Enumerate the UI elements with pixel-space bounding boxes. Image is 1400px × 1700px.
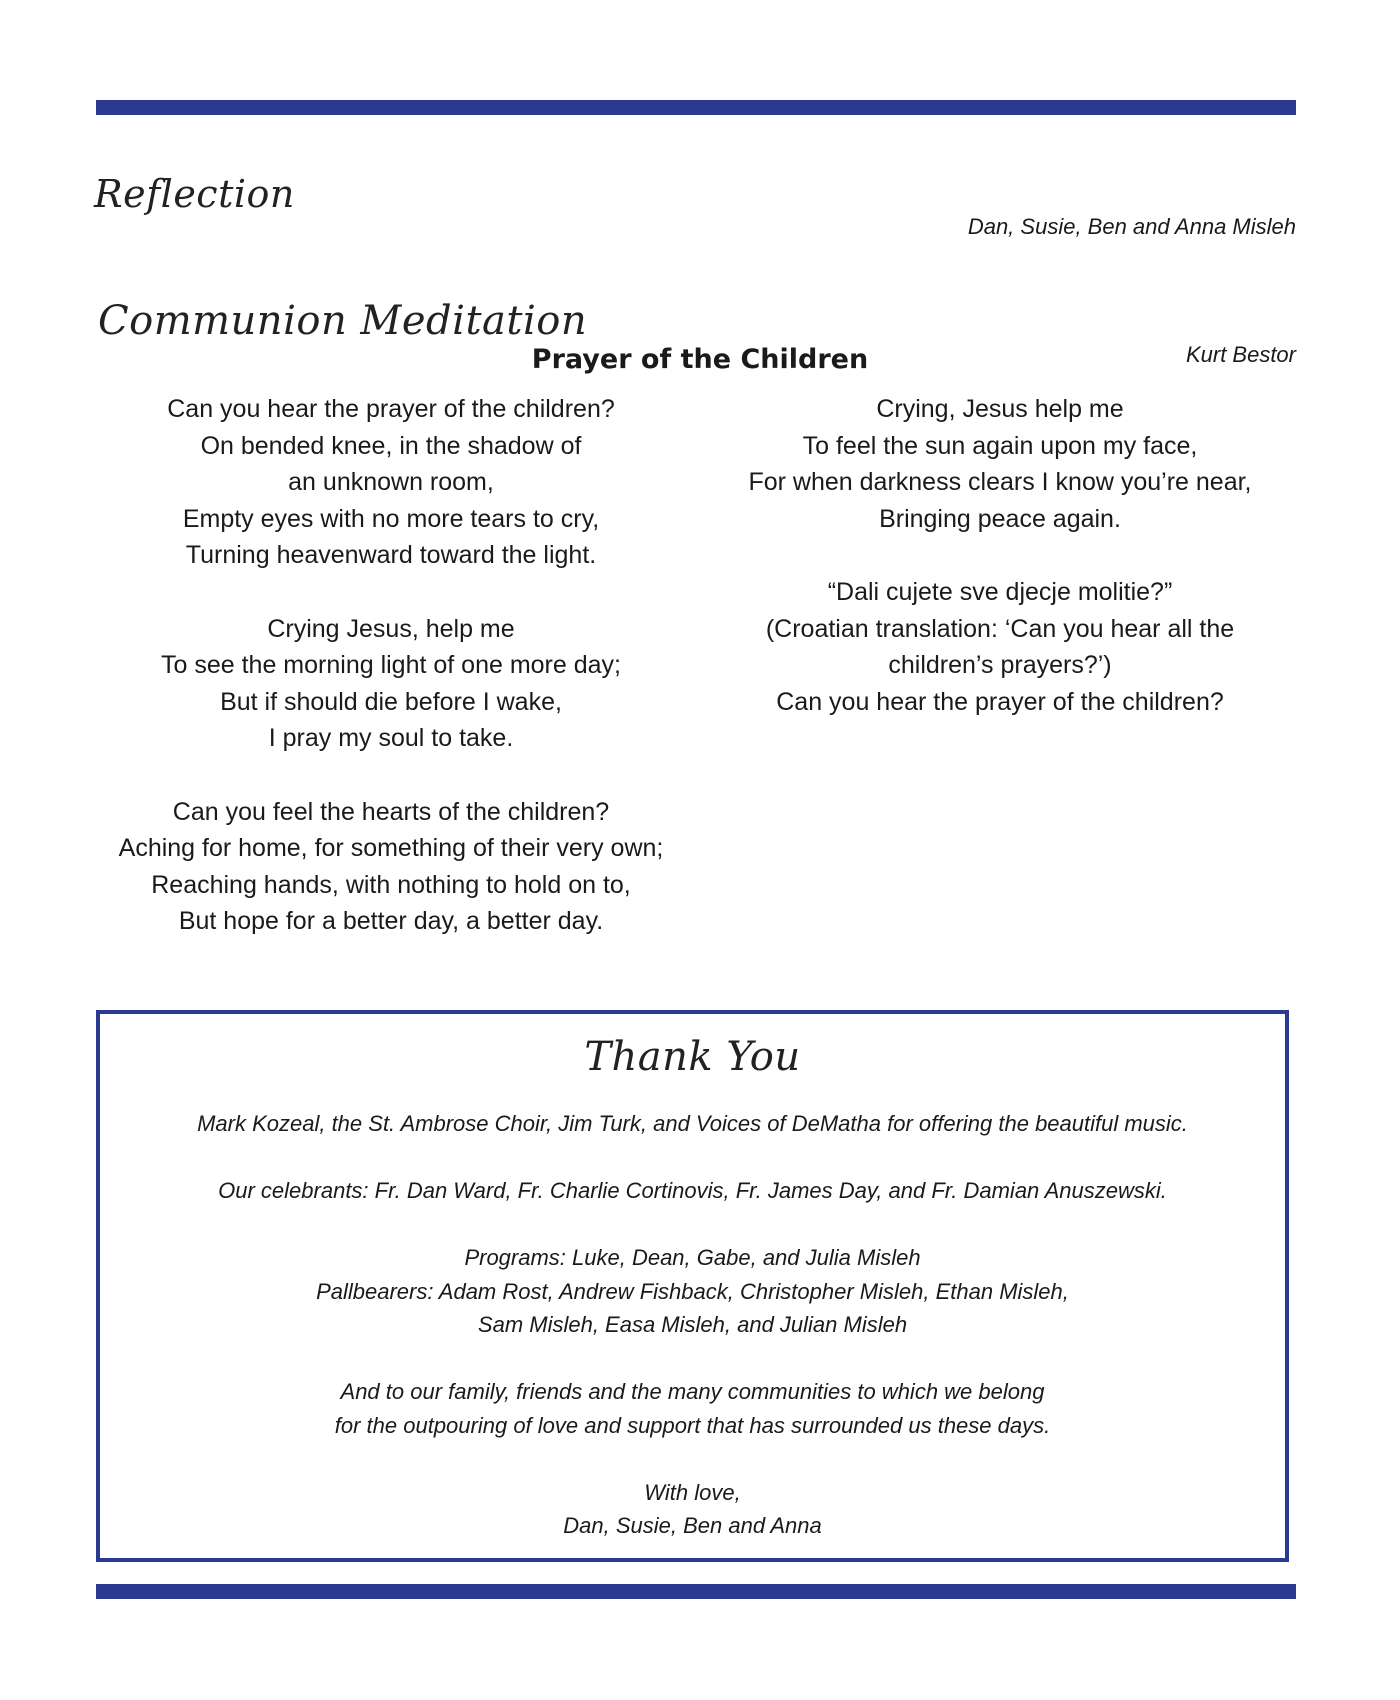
bottom-divider [96,1584,1296,1599]
lyric-stanza-line: Bringing peace again. [879,504,1121,533]
thank-you-paragraph [100,1375,1285,1442]
thank-you-paragraph-line: Sam Misleh, Easa Misleh, and Julian Misleh [477,1312,908,1337]
lyric-stanza-line: Aching for home, for something of their very own; [118,834,664,863]
lyrics-right-column [700,391,1300,757]
lyric-stanza [96,794,686,940]
lyric-stanza-line: Crying Jesus, help me [267,614,515,643]
lyric-stanza-line: To see the morning light of one more day; [161,651,621,680]
lyric-stanza-line: Crying, Jesus help me [876,395,1124,423]
lyric-stanza [700,574,1300,720]
thank-you-paragraph-line: Mark Kozeal, the St. Ambrose Choir, Jim Turk, and Voices of DeMatha for offering the beautiful music. [197,1111,1188,1136]
top-divider [96,100,1296,115]
lyric-stanza [96,391,686,574]
lyric-stanza-line: (Croatian translation: ‘Can you hear all the [765,614,1235,643]
thank-you-paragraph-line: And to our family, friends and the many communities to which we belong [340,1379,1045,1404]
thank-you-paragraph-line: With love, [644,1479,741,1505]
thank-you-paragraph-line: Our celebrants: Fr. Dan Ward, Fr. Charlie Cortinovis, Fr. James Day, and Fr. Damian Anuszewski. [218,1178,1167,1203]
thank-you-paragraph-line: for the outpouring of love and support that has surrounded us these days. [334,1412,1051,1438]
reflection-credit: Dan, Susie, Ben and Anna Misleh [967,214,1296,239]
communion-heading: Communion Meditation [98,298,588,344]
lyric-stanza-line: To feel the sun again upon my face, [802,431,1198,460]
thank-you-paragraph [100,1476,1285,1543]
thank-you-paragraph-line: Programs: Luke, Dean, Gabe, and Julia Misleh [464,1245,921,1270]
lyric-stanza-line: Can you hear the prayer of the children? [776,687,1224,716]
lyric-stanza-line: Empty eyes with no more tears to cry, [182,504,600,533]
thank-you-box [96,1010,1289,1562]
lyric-stanza-line: But hope for a better day, a better day. [178,907,604,936]
thank-you-paragraph [100,1241,1285,1342]
lyric-stanza [96,611,686,757]
thank-you-heading: Thank You [584,1034,801,1080]
thank-you-paragraph [100,1107,1285,1141]
lyric-stanza-line: For when darkness clears I know you’re near, [748,468,1252,497]
lyric-stanza-line: children’s prayers?’) [888,651,1112,680]
lyrics-left-column [96,391,686,977]
thank-you-paragraph-line: Dan, Susie, Ben and Anna [563,1513,822,1538]
thank-you-body [100,1107,1285,1576]
thank-you-paragraph-line: Pallbearers: Adam Rost, Andrew Fishback, Christopher Misleh, Ethan Misleh, [316,1278,1069,1304]
thank-you-paragraph [100,1174,1285,1208]
lyric-stanza-line: Turning heavenward toward the light. [185,541,597,570]
reflection-heading: Reflection [94,172,295,216]
lyric-stanza-line: On bended knee, in the shadow of [200,431,582,460]
song-author: Kurt Bestor [1185,342,1296,367]
song-title: Prayer of the Children [531,344,869,375]
lyric-stanza-line: an unknown room, [288,468,494,497]
lyric-stanza-line: “Dali cujete sve djecje molitie?” [827,577,1173,606]
lyric-stanza-line: Can you hear the prayer of the children? [167,395,615,423]
lyric-stanza [700,391,1300,537]
lyric-stanza-line: But if should die before I wake, [220,687,562,716]
lyric-stanza-line: Can you feel the hearts of the children? [172,797,610,826]
lyric-stanza-line: Reaching hands, with nothing to hold on to, [151,870,631,899]
lyric-stanza-line: I pray my soul to take. [268,724,514,753]
